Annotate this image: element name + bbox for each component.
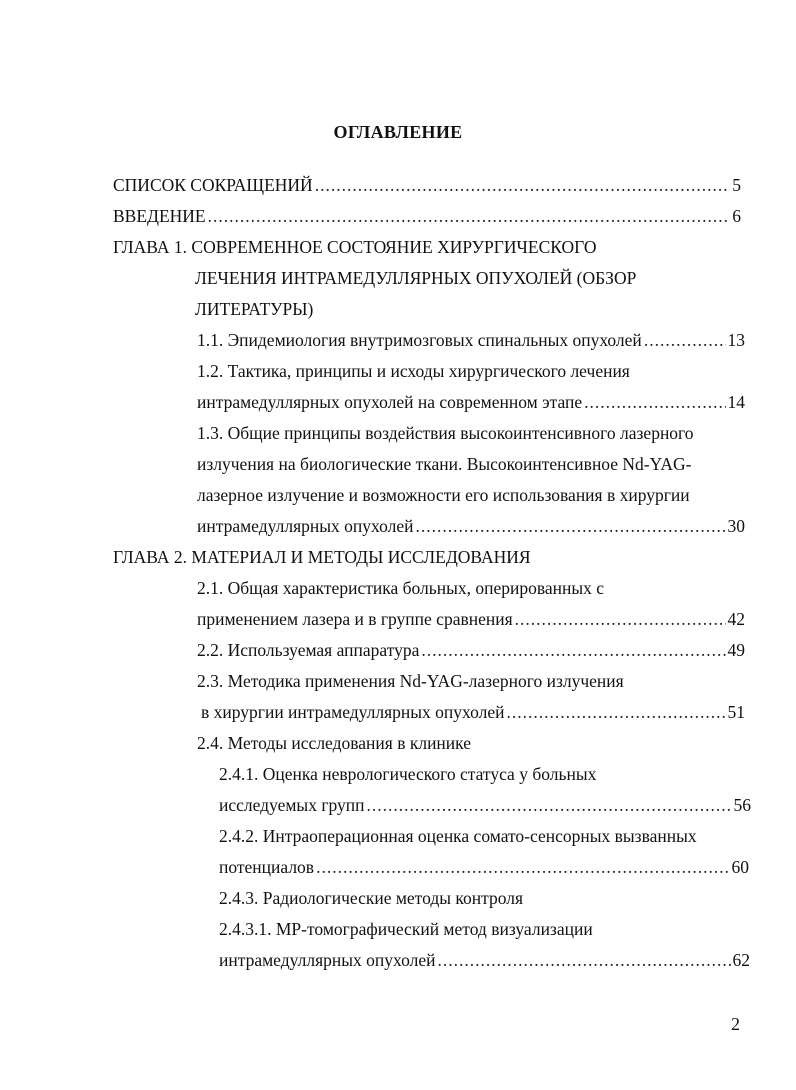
toc-page-number: 42 [727,609,745,629]
toc-page-number: 62 [732,950,750,970]
toc-section-1-2 [197,389,745,415]
toc-entry-abbreviations [113,172,741,198]
toc-page-number: 60 [731,857,749,877]
toc-entry-text: интрамедуллярных опухолей [197,516,414,536]
dot-leader [415,513,725,539]
toc-page-number: 6 [732,206,741,226]
toc-section-1-3-line-3: лазерное излучение и возможности его использования в хирургии [197,485,690,505]
toc-entry-text: в хирургии интрамедуллярных опухолей [201,702,505,722]
dot-leader [644,327,726,353]
dot-leader [507,699,726,725]
toc-entry-text: интрамедуллярных опухолей [219,950,436,970]
page-number: 2 [731,1014,740,1034]
toc-page-number: 49 [727,640,745,660]
toc-entry-text: интрамедуллярных опухолей на современном этапе [197,392,583,412]
toc-section-2-1 [197,606,745,632]
toc-chapter-1-line-3: ЛИТЕРАТУРЫ) [195,299,314,319]
toc-section-2-4-2-line-1: 2.4.2. Интраоперационная оценка сомато-сенсорных вызванных [219,826,697,846]
toc-page-number: 56 [733,795,751,815]
toc-section-2-4: 2.4. Методы исследования в клинике [197,733,472,753]
toc-entry-text: ВВЕДЕНИЕ [113,206,206,226]
toc-page-number: 5 [732,175,741,195]
dot-leader [437,947,730,973]
toc-section-2-1-line-1: 2.1. Общая характеристика больных, оперированных с [197,578,605,598]
toc-entry-text: исследуемых групп [219,795,365,815]
toc-section-2-3-line-1: 2.3. Методика применения Nd-YAG-лазерного излучения [197,671,624,691]
toc-entry-text: потенциалов [219,857,315,877]
dot-leader [316,854,729,880]
toc-chapter-1-line-2: ЛЕЧЕНИЯ ИНТРАМЕДУЛЛЯРНЫХ ОПУХОЛЕЙ (ОБЗОР [195,268,637,288]
toc-section-1-2-line-1: 1.2. Тактика, принципы и исходы хирургического лечения [197,361,630,381]
toc-section-1-3-line-1: 1.3. Общие принципы воздействия высокоинтенсивного лазерного [197,423,694,443]
toc-chapter-2: ГЛАВА 2. МАТЕРИАЛ И МЕТОДЫ ИССЛЕДОВАНИЯ [113,547,531,567]
toc-entry-text: СПИСОК СОКРАЩЕНИЙ [113,175,313,195]
dot-leader [421,637,725,663]
dot-leader [208,203,731,229]
toc-section-2-3 [201,699,745,725]
toc-page-number: 30 [727,516,745,536]
toc-section-2-4-1 [219,792,751,818]
page-title: ОГЛАВЛЕНИЕ [333,122,463,142]
toc-entry-text: 2.2. Используемая аппаратура [197,640,420,660]
toc-page-number: 13 [727,330,745,350]
dot-leader [315,172,731,198]
dot-leader [515,606,726,632]
toc-entry-introduction [113,203,741,229]
toc-section-2-4-1-line-1: 2.4.1. Оценка неврологического статуса у больных [219,764,597,784]
toc-section-2-2 [197,637,745,663]
dot-leader [367,792,732,818]
toc-chapter-1-line-1: ГЛАВА 1. СОВРЕМЕННОЕ СОСТОЯНИЕ ХИРУРГИЧЕСКОГО [113,237,597,257]
toc-section-1-1 [197,327,745,353]
toc-section-2-4-2 [219,854,749,880]
toc-section-1-3-line-2: излучения на биологические ткани. Высокоинтенсивное Nd-YAG- [197,454,692,474]
dot-leader [584,389,725,415]
toc-section-2-4-3: 2.4.3. Радиологические методы контроля [219,888,524,908]
toc-entry-text: 1.1. Эпидемиология внутримозговых спинальных опухолей [197,330,642,350]
toc-page-number: 51 [727,702,745,722]
toc-section-1-3 [197,513,745,539]
toc-page-number: 14 [727,392,745,412]
toc-entry-text: применением лазера и в группе сравнения [197,609,513,629]
toc-section-2-4-3-1-line-1: 2.4.3.1. МР-томографический метод визуализации [219,919,593,939]
toc-section-2-4-3-1 [219,947,750,973]
